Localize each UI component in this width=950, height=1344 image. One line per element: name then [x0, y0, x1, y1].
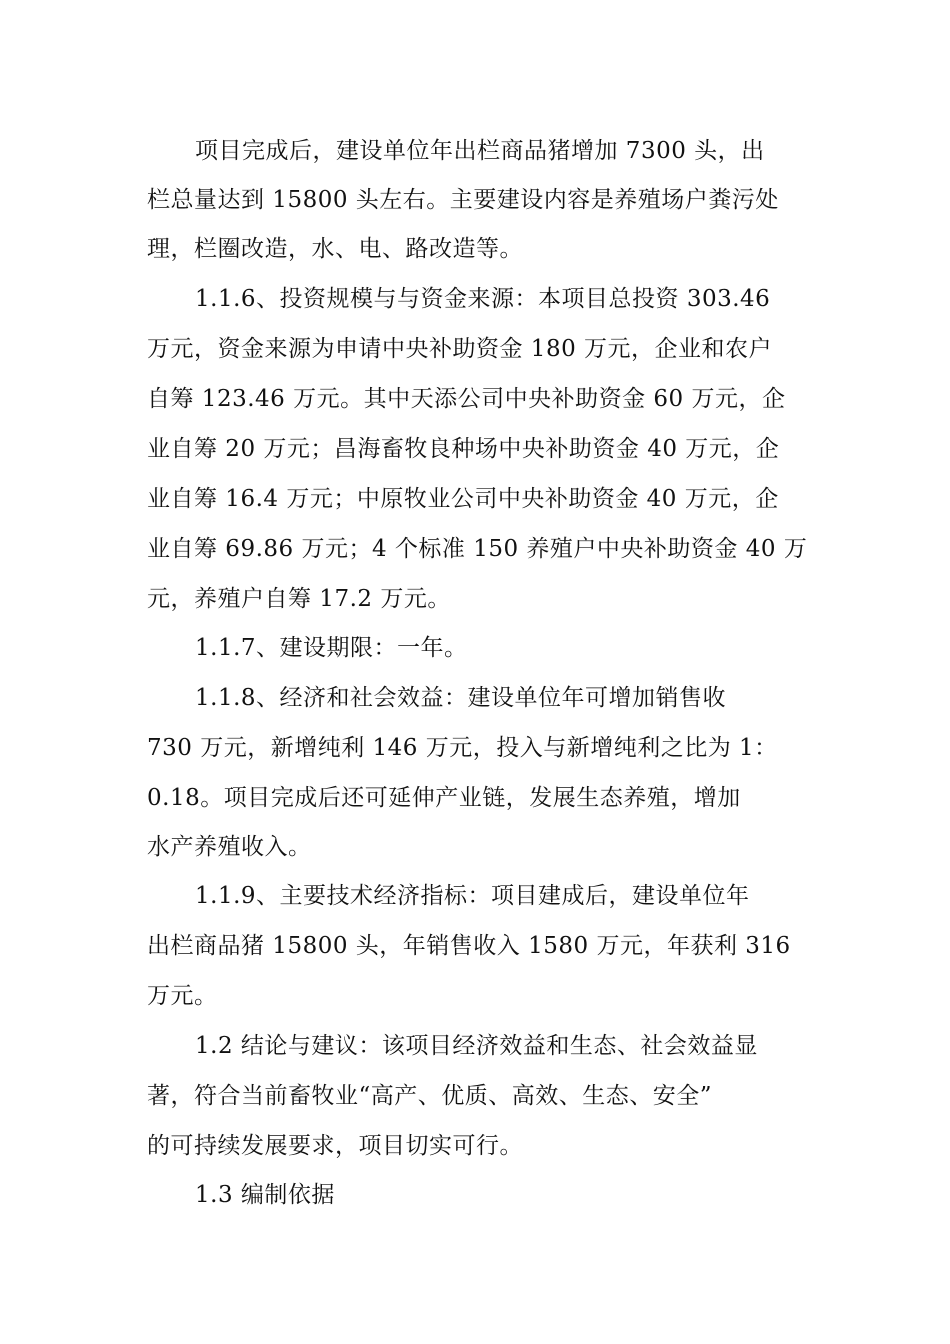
paragraph-line: 万元，资金来源为申请中央补助资金 180 万元，企业和农户 — [147, 336, 773, 362]
paragraph-line: 业自筹 20 万元；昌海畜牧良种场中央补助资金 40 万元，企 — [147, 436, 780, 462]
paragraph-line: 业自筹 69.86 万元；4 个标准 150 养殖户中央补助资金 40 万 — [147, 536, 808, 562]
paragraph-line: 业自筹 16.4 万元；中原牧业公司中央补助资金 40 万元，企 — [147, 486, 779, 512]
paragraph-line: 1.1.9、主要技术经济指标：项目建成后，建设单位年 — [195, 883, 750, 909]
paragraph-line: 著，符合当前畜牧业“高产、优质、高效、生态、安全” — [147, 1083, 713, 1109]
paragraph-line: 水产养殖收入。 — [147, 834, 312, 860]
paragraph-line: 的可持续发展要求，项目切实可行。 — [147, 1133, 523, 1159]
paragraph-line: 理，栏圈改造，水、电、路改造等。 — [147, 236, 523, 262]
paragraph-line: 元，养殖户自筹 17.2 万元。 — [147, 586, 451, 612]
paragraph-line: 0.18。项目完成后还可延伸产业链，发展生态养殖，增加 — [147, 785, 741, 811]
paragraph-line: 栏总量达到 15800 头左右。主要建设内容是养殖场户粪污处 — [147, 187, 779, 213]
paragraph-line: 出栏商品猪 15800 头，年销售收入 1580 万元，年获利 316 — [147, 933, 791, 959]
paragraph-line: 1.1.8、经济和社会效益：建设单位年可增加销售收 — [195, 685, 727, 711]
section-heading: 1.3 编制依据 — [195, 1182, 335, 1208]
paragraph-line: 自筹 123.46 万元。其中天添公司中央补助资金 60 万元，企 — [147, 386, 786, 412]
paragraph-line: 1.1.6、投资规模与与资金来源：本项目总投资 303.46 — [195, 286, 771, 312]
paragraph-line: 1.2 结论与建议：该项目经济效益和生态、社会效益显 — [195, 1033, 758, 1059]
paragraph-line: 730 万元，新增纯利 146 万元，投入与新增纯利之比为 1： — [147, 735, 778, 761]
paragraph-line: 1.1.7、建设期限：一年。 — [195, 635, 468, 661]
paragraph-line: 万元。 — [147, 983, 218, 1009]
paragraph-line: 项目完成后，建设单位年出栏商品猪增加 7300 头，出 — [195, 138, 765, 164]
